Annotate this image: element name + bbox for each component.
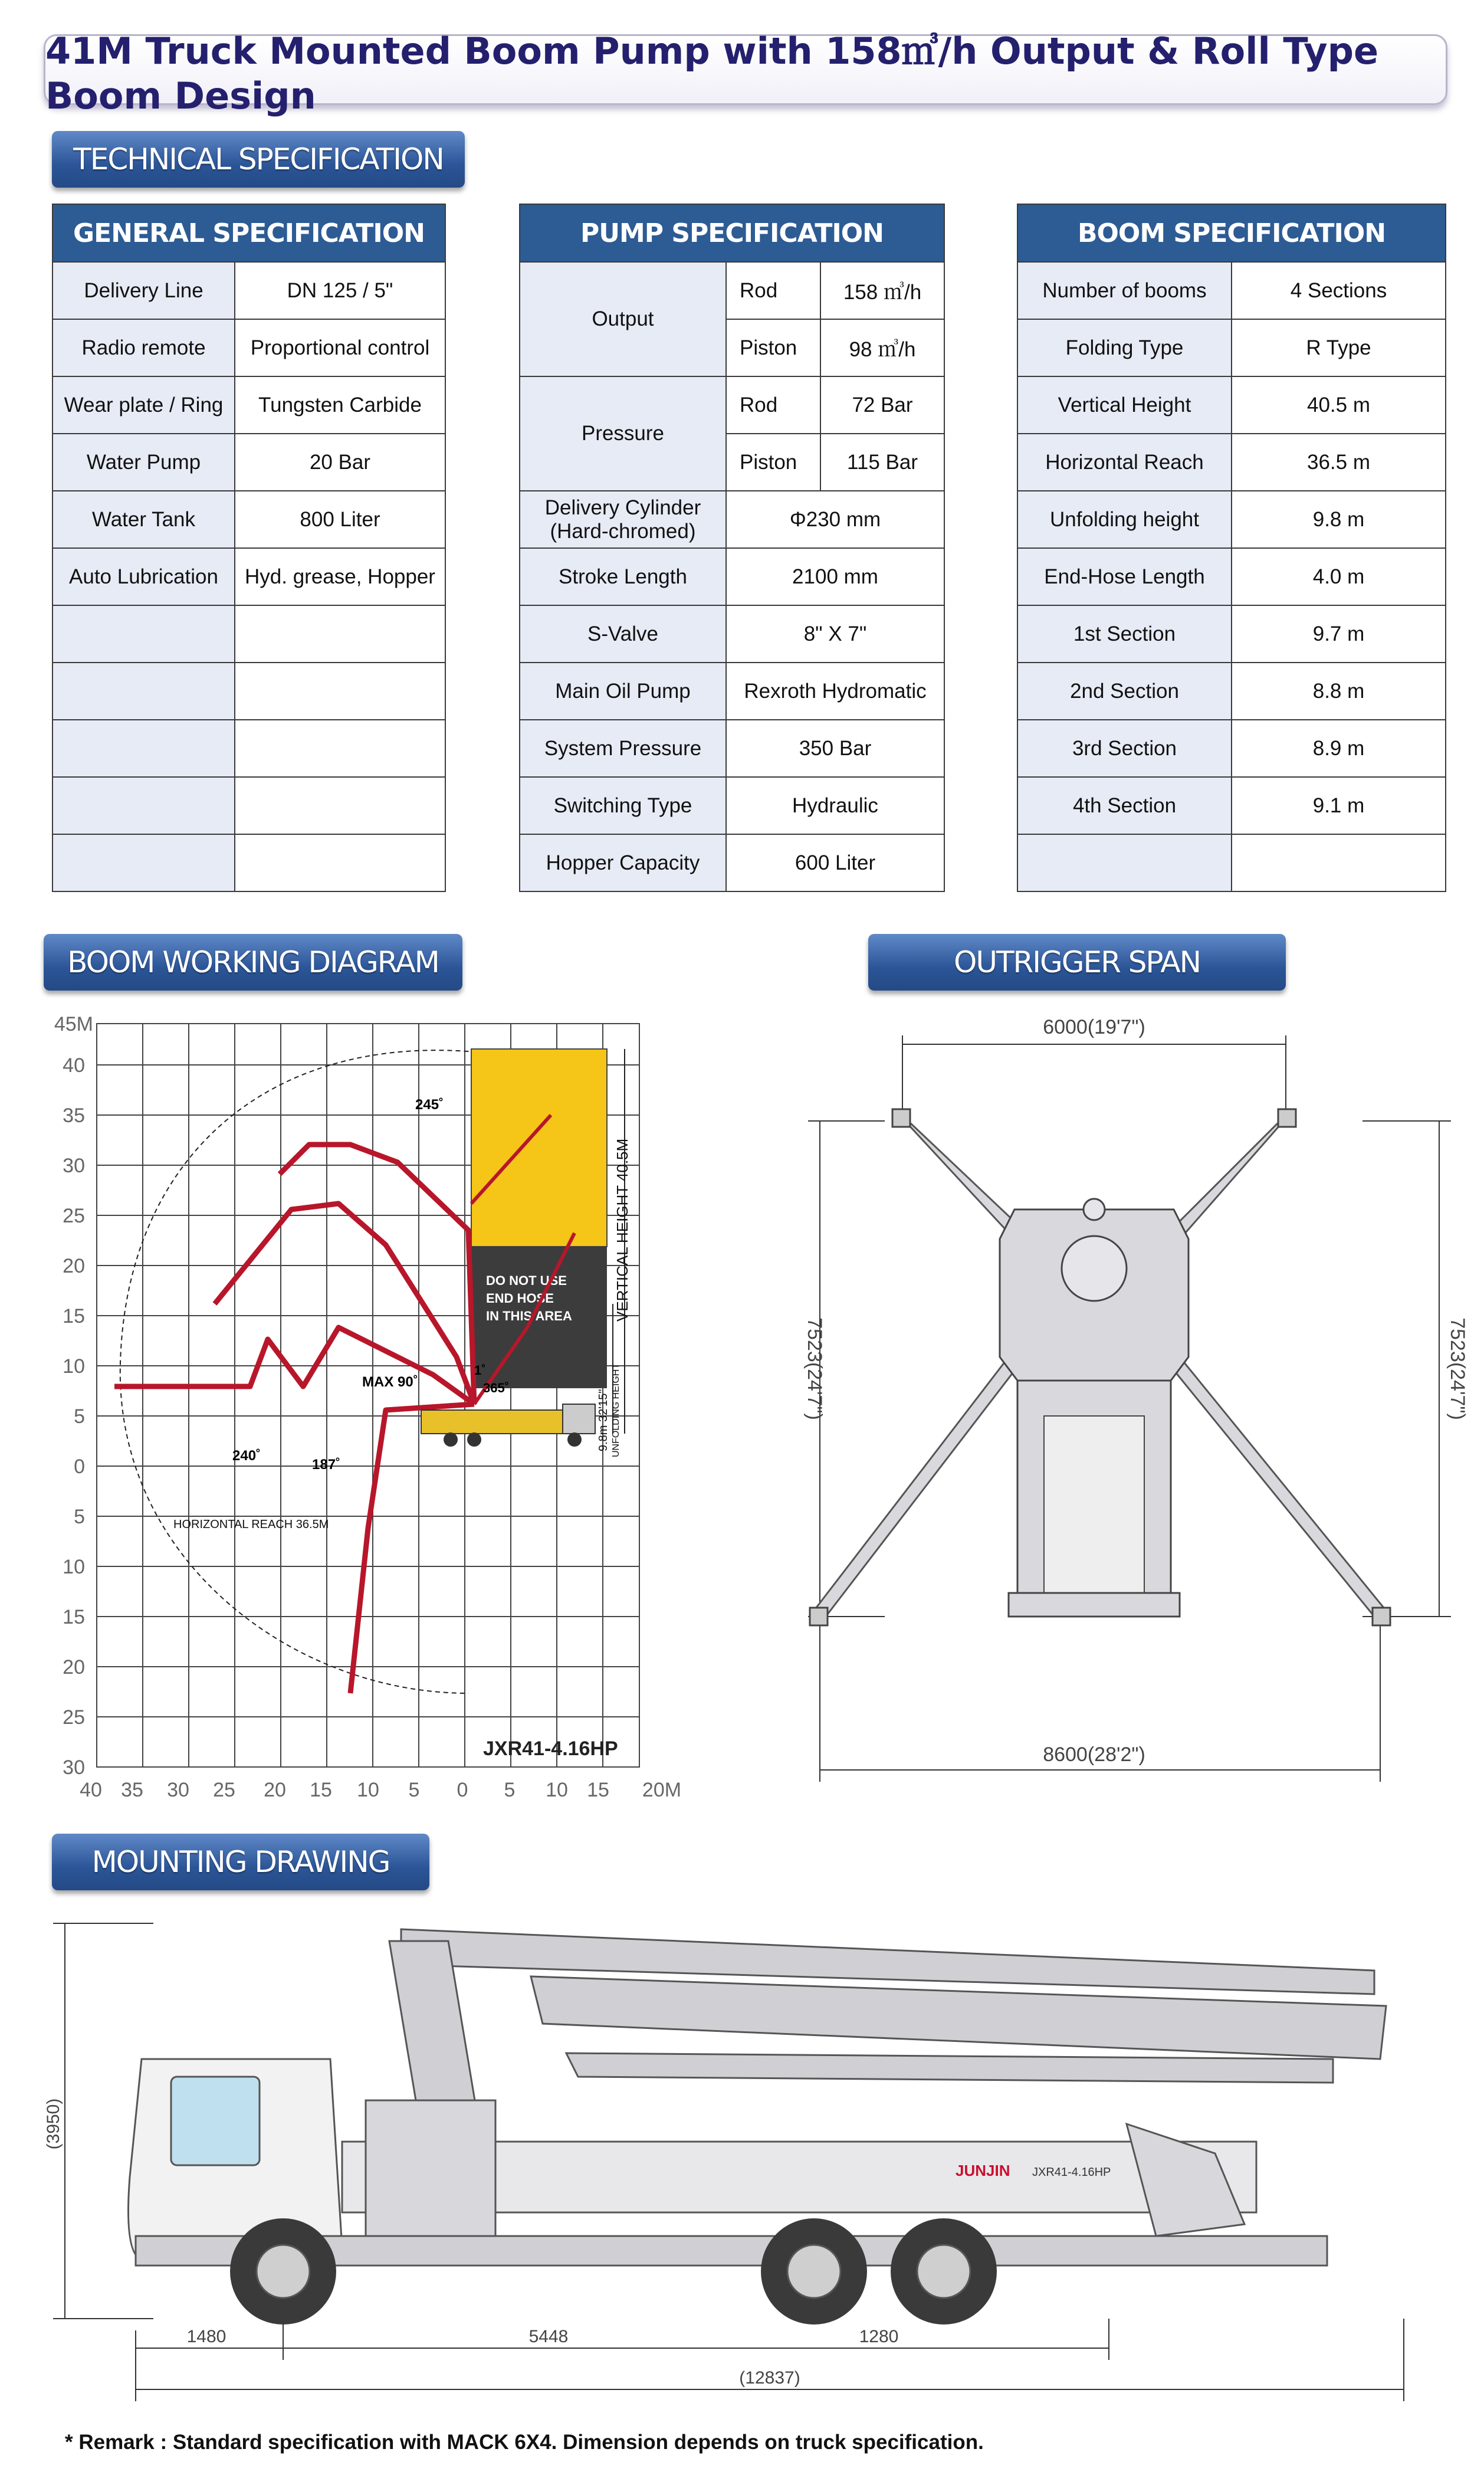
warning-line-1: DO NOT USE [486,1273,567,1288]
horizontal-reach-label: HORIZONTAL REACH 36.5M [173,1518,329,1531]
outrigger-length-left: 7523(24'7") [803,1317,826,1420]
general-spec-table [52,204,446,892]
section-technical-spec [52,131,465,188]
pump-spec-table [519,204,945,892]
rear-left-leg [814,1357,1020,1617]
x-tick-label: 10 [357,1779,379,1801]
table-row [1017,491,1446,548]
angle-max90: MAX 90˚ [362,1374,418,1390]
y-tick-label: 35 [63,1104,85,1127]
rear-wheel-2-hub [917,2245,970,2298]
y-tick-label: 5 [74,1405,85,1428]
outrigger-pad [1278,1109,1296,1127]
x-tick-label: 15 [587,1779,609,1801]
pump-value: 350 Bar [726,720,944,777]
outrigger-pad [810,1608,828,1625]
boom-label: 4th Section [1017,777,1232,834]
boom-value: 9.8 m [1232,491,1446,548]
angle-240: 240˚ [232,1448,261,1464]
y-tick-label: 25 [63,1706,85,1729]
section-boom-diagram [44,934,462,991]
pump-value: Rexroth Hydromatic [726,663,944,720]
pump-pressure-label: Pressure [520,376,726,491]
table-row [1017,777,1446,834]
rear-wheel-1-hub [787,2245,841,2298]
pump-output-label: Output [520,262,726,376]
pump-value: Hydraulic [726,777,944,834]
x-tick-label: 0 [457,1779,468,1801]
section-boom-diagram-label: BOOM WORKING DIAGRAM [67,945,439,979]
table-row [1017,262,1446,319]
pump-output-rod-label: Rod [726,262,820,319]
boom-label: 1st Section [1017,605,1232,663]
pump-cylinder-value: Φ230 mm [726,491,944,548]
x-tick-label: 20M [642,1779,682,1801]
y-tick-label: 15 [63,1305,85,1327]
truck-wheels [230,2218,997,2325]
table-row [1017,663,1446,720]
section-technical-label: TECHNICAL SPECIFICATION [73,142,444,176]
table-row [1017,376,1446,434]
boom-working-diagram [44,997,698,1805]
table-row [520,491,944,548]
empty-row [52,720,445,777]
mounting-drawing [35,1906,1451,2419]
y-tick-label: 0 [74,1455,85,1478]
slewing-ring [1062,1236,1127,1301]
general-value: DN 125 / 5" [235,262,445,319]
pump-label: S-Valve [520,605,726,663]
outrigger-rear-width: 8600(28'2") [1043,1743,1145,1766]
pump-label: System Pressure [520,720,726,777]
front-wheel-hub [257,2245,310,2298]
boom-label: Unfolding height [1017,491,1232,548]
pump-label: Switching Type [520,777,726,834]
boom-label: Horizontal Reach [1017,434,1232,491]
remark-note: * Remark : Standard specification with MACK 6X4. Dimension depends on truck specification. [65,2431,984,2454]
vertical-height-label: VERTICAL HEIGHT 40.5M [613,1138,631,1322]
empty-row [52,663,445,720]
boom-value: 4.0 m [1232,548,1446,605]
x-tick-label: 5 [504,1779,516,1801]
outrigger-pad [1373,1608,1390,1625]
y-tick-label: 25 [63,1205,85,1227]
front-right-leg [1174,1115,1289,1236]
boom-label: End-Hose Length [1017,548,1232,605]
diagram-model-label: JXR41-4.16HP [483,1737,618,1760]
boom-pivot [1084,1199,1105,1220]
mounting-brand: JUNJIN [956,2162,1010,2179]
title-banner [44,29,1447,117]
table-row [52,491,445,548]
boom-spec-table [1017,204,1446,892]
table-row [52,548,445,605]
mounting-height: (3950) [44,2098,63,2150]
folded-boom [389,1929,1386,2153]
table-row [1017,548,1446,605]
pump-value: 600 Liter [726,834,944,891]
boom-value: 36.5 m [1232,434,1446,491]
rear-right-leg [1168,1357,1386,1617]
boom-value: 9.7 m [1232,605,1446,663]
table-row [1017,434,1446,491]
boom-poses [114,1145,474,1693]
pump-output-piston-value: 98 ㎥/h [820,319,944,376]
section-mounting-label: MOUNTING DRAWING [91,1845,390,1879]
y-tick-label: 10 [63,1556,85,1578]
warning-line-2: END HOSE [486,1291,554,1306]
general-label: Water Pump [52,434,235,491]
boom-value: R Type [1232,319,1446,376]
table-row [1017,605,1446,663]
x-tick-label: 15 [310,1779,332,1801]
table-row [520,777,944,834]
safe-zone [471,1049,607,1247]
angle-1: 1˚ [474,1363,486,1378]
diagram-truck-wheel [467,1432,481,1447]
x-tick-label: 25 [213,1779,235,1801]
y-tick-label: 45M [54,1013,93,1035]
y-tick-label: 15 [63,1606,85,1628]
outrigger-span-diagram [749,1003,1469,1794]
general-value: Proportional control [235,319,445,376]
outrigger-front-width: 6000(19'7") [1043,1016,1145,1038]
general-value: 800 Liter [235,491,445,548]
chassis-subframe [1044,1416,1144,1593]
general-value: Tungsten Carbide [235,376,445,434]
general-label: Water Tank [52,491,235,548]
x-tick-label: 5 [408,1779,420,1801]
section-outrigger [868,934,1286,991]
table-row [520,663,944,720]
table-row [1017,319,1446,376]
boom-label: Folding Type [1017,319,1232,376]
pump-output-rod-value: 158 ㎥/h [820,262,944,319]
y-tick-label: 10 [63,1355,85,1378]
pump-label: Main Oil Pump [520,663,726,720]
pump-cylinder-label-line1: Delivery Cylinder [544,496,701,519]
general-label: Delivery Line [52,262,235,319]
y-axis-labels [54,1013,93,1779]
warning-line-3: IN THIS AREA [486,1309,572,1323]
y-tick-label: 20 [63,1656,85,1678]
boom-section-3 [566,2053,1333,2083]
page-title: 41M Truck Mounted Boom Pump with 158㎥/h Output & Roll Type Boom Design [45,29,1379,117]
y-tick-label: 5 [74,1506,85,1528]
pump-cylinder-label-line2: (Hard-chromed) [550,519,696,543]
angle-187: 187˚ [312,1457,341,1473]
table-row [520,834,944,891]
boom-value: 40.5 m [1232,376,1446,434]
diagram-truck-wheel [444,1432,458,1447]
y-tick-label: 30 [63,1155,85,1177]
pump-value: 2100 mm [726,548,944,605]
x-axis-labels [80,1779,681,1801]
table-row [52,434,445,491]
y-tick-label: 30 [63,1756,85,1779]
pump-pressure-rod-label: Rod [726,376,820,434]
x-tick-label: 10 [546,1779,568,1801]
pump-spec-header: PUMP SPECIFICATION [520,204,944,262]
y-tick-label: 40 [63,1054,85,1077]
table-row [520,605,944,663]
mounting-dim-front: 1480 [186,2327,226,2346]
table-row [1017,720,1446,777]
table-row [52,262,445,319]
table-row [52,319,445,376]
boom-label: Vertical Height [1017,376,1232,434]
empty-row [52,777,445,834]
mounting-dim-total: (12837) [739,2368,800,2388]
boom-label: 2nd Section [1017,663,1232,720]
boom-value: 9.1 m [1232,777,1446,834]
boom-label: Number of booms [1017,262,1232,319]
diagram-truck [421,1404,595,1447]
angle-365: 365˚ [483,1381,510,1395]
x-tick-label: 30 [167,1779,189,1801]
pump-output-piston-label: Piston [726,319,820,376]
boom-spec-header: BOOM SPECIFICATION [1017,204,1446,262]
boom-pose-down [350,1404,474,1693]
x-tick-label: 40 [80,1779,102,1801]
pump-pressure-piston-value: 115 Bar [820,434,944,491]
y-tick-label: 20 [63,1255,85,1277]
unfolding-value-label: 9.8m 32'15" [597,1389,610,1451]
mounting-dim-wheelbase: 5448 [528,2327,569,2346]
front-left-leg [899,1115,1020,1236]
general-label: Auto Lubrication [52,548,235,605]
pump-label: Stroke Length [520,548,726,605]
outrigger-pad [892,1109,910,1127]
empty-row [1017,834,1446,891]
outrigger-length-right: 7523(24'7") [1446,1317,1469,1420]
chassis-rear [1009,1593,1180,1617]
pump-pressure-rod-value: 72 Bar [820,376,944,434]
cab-window [171,2077,260,2165]
general-value: Hyd. grease, Hopper [235,548,445,605]
unfolding-height-label: UNFOLDING HEIGHT [611,1363,621,1457]
pump-cylinder-label [520,491,726,548]
boom-value: 8.9 m [1232,720,1446,777]
general-label: Radio remote [52,319,235,376]
general-label: Wear plate / Ring [52,376,235,434]
table-row [520,262,944,319]
pump-pressure-piston-label: Piston [726,434,820,491]
boom-value: 8.8 m [1232,663,1446,720]
boom-value: 4 Sections [1232,262,1446,319]
angle-245: 245˚ [415,1097,444,1113]
section-outrigger-label: OUTRIGGER SPAN [954,945,1200,979]
pump-value: 8" X 7" [726,605,944,663]
table-row [520,720,944,777]
empty-row [52,605,445,663]
pump-label: Hopper Capacity [520,834,726,891]
x-tick-label: 20 [264,1779,286,1801]
table-row [52,376,445,434]
general-value: 20 Bar [235,434,445,491]
mounting-dim-rear: 1280 [859,2327,899,2346]
x-tick-label: 35 [121,1779,143,1801]
mounting-model: JXR41-4.16HP [1032,2166,1111,2179]
table-row [520,376,944,434]
diagram-truck-body [421,1410,569,1434]
empty-row [52,834,445,891]
table-row [520,548,944,605]
section-mounting [52,1834,429,1890]
diagram-truck-wheel [567,1432,582,1447]
diagram-truck-cab [563,1404,595,1434]
general-spec-header: GENERAL SPECIFICATION [52,204,445,262]
boom-label: 3rd Section [1017,720,1232,777]
